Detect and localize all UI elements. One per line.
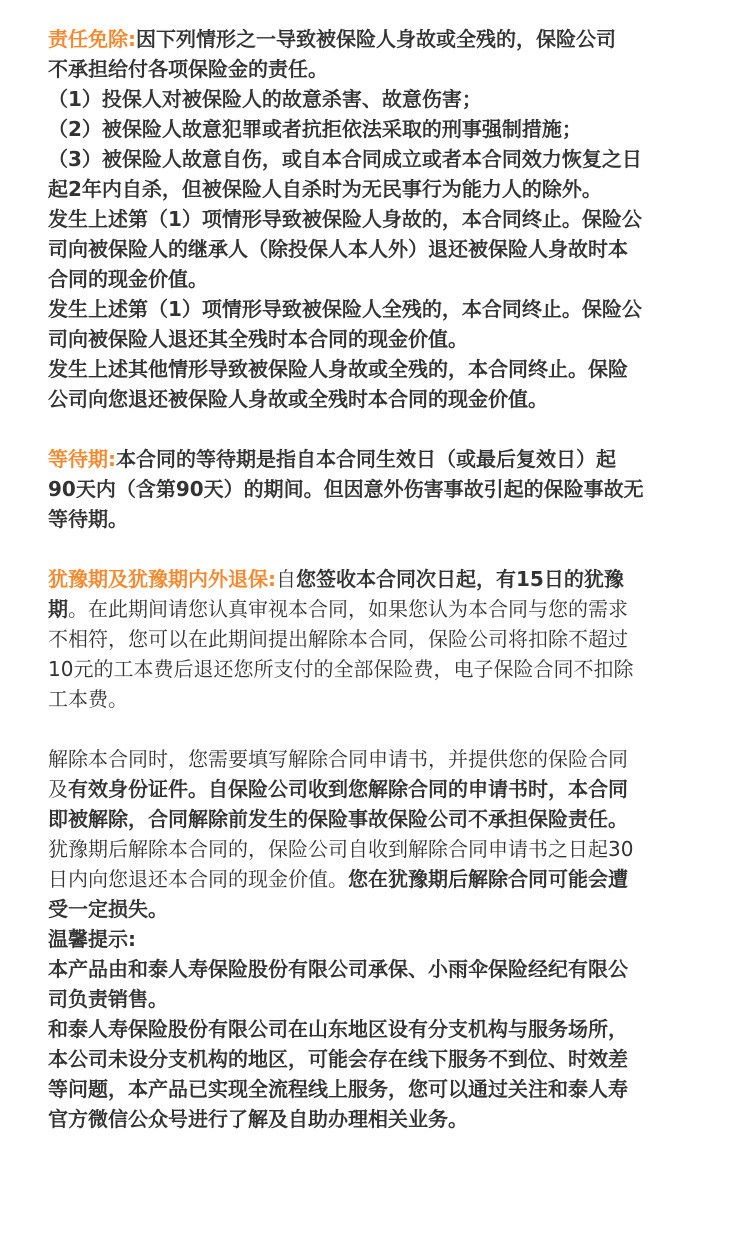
waiting-line-1	[48, 444, 702, 474]
termination-section	[48, 744, 702, 924]
liability-p3-line-1: 发生上述其他情形导致被保险人身故或全残的，本合同终止。保险	[48, 357, 628, 381]
termination-line-4: 犹豫期后解除本合同的，保险公司自收到解除合同申请书之日起30	[48, 837, 634, 861]
liability-intro-cont: 不承担给付各项保险金的责任。	[48, 57, 328, 81]
hesitation-line-3: 不相符，您可以在此期间提出解除本合同，保险公司将扣除不超过	[48, 627, 628, 651]
liability-intro: 因下列情形之一导致被保险人身故或全残的，保险公司	[136, 27, 616, 51]
liability-item-1: （1）投保人对被保险人的故意杀害、故意伤害；	[48, 87, 482, 111]
hesitation-period-section	[48, 564, 702, 714]
waiting-text-1: 本合同的等待期是指自本合同生效日（或最后复效日）起	[116, 447, 616, 471]
waiting-line-3: 等待期。	[48, 507, 128, 531]
termination-text-normal: 及	[48, 777, 68, 801]
hesitation-heading: 犹豫期及犹豫期内外退保:	[48, 567, 276, 591]
tips-section	[48, 924, 702, 1134]
section-spacer	[48, 534, 702, 564]
liability-exclusion-section	[48, 24, 702, 414]
liability-p3-line-2: 公司向您退还被保险人身故或全残时本合同的现金价值。	[48, 387, 548, 411]
hesitation-line-1	[48, 564, 702, 594]
tips-underwriter-line-2: 司负责销售。	[48, 987, 168, 1011]
termination-text-normal: 日内向您退还本合同的现金价值。	[48, 867, 348, 891]
hesitation-text-normal: 自	[276, 567, 296, 591]
termination-line-5	[48, 864, 702, 894]
hesitation-line-4: 10元的工本费后退还您所支付的全部保险费，电子保险合同不扣除	[48, 657, 634, 681]
tips-underwriter-line-1: 本产品由和泰人寿保险股份有限公司承保、小雨伞保险经纪有限公	[48, 957, 628, 981]
liability-p2-line-1: 发生上述第（1）项情形导致被保险人全残的，本合同终止。保险公	[48, 297, 642, 321]
liability-item-3: （3）被保险人故意自伤，或自本合同成立或者本合同效力恢复之日	[48, 147, 642, 171]
hesitation-line-2	[48, 594, 702, 624]
termination-text-bold: 您在犹豫期后解除合同可能会遭	[348, 867, 628, 891]
liability-p1-line-2: 司向被保险人的继承人（除投保人本人外）退还被保险人身故时本	[48, 237, 628, 261]
waiting-period-section	[48, 444, 702, 534]
hesitation-text-normal: 。在此期间请您认真审视本合同，如果您认为本合同与您的需求	[68, 597, 628, 621]
waiting-line-2: 90天内（含第90天）的期间。但因意外伤害事故引起的保险事故无	[48, 477, 644, 501]
section-spacer	[48, 714, 702, 744]
liability-item-3-cont: 起2年内自杀，但被保险人自杀时为无民事行为能力人的除外。	[48, 177, 602, 201]
liability-intro-line	[48, 24, 702, 54]
termination-line-1: 解除本合同时，您需要填写解除合同申请书，并提供您的保险合同	[48, 747, 628, 771]
tips-branch-line-1: 和泰人寿保险股份有限公司在山东地区设有分支机构与服务场所，	[48, 1017, 628, 1041]
tips-heading: 温馨提示:	[48, 927, 136, 951]
hesitation-text-bold: 期	[48, 597, 68, 621]
liability-p1-line-3: 合同的现金价值。	[48, 267, 208, 291]
tips-branch-line-3: 等问题，本产品已实现全流程线上服务，您可以通过关注和泰人寿	[48, 1077, 628, 1101]
tips-branch-line-2: 本公司未设分支机构的地区，可能会存在线下服务不到位、时效差	[48, 1047, 628, 1071]
termination-text-bold: 有效身份证件。自保险公司收到您解除合同的申请书时，本合同	[68, 777, 628, 801]
hesitation-line-5: 工本费。	[48, 687, 128, 711]
termination-line-6: 受一定损失。	[48, 897, 168, 921]
liability-p2-line-2: 司向被保险人退还其全残时本合同的现金价值。	[48, 327, 468, 351]
liability-item-2: （2）被保险人故意犯罪或者抗拒依法采取的刑事强制措施；	[48, 117, 582, 141]
termination-line-3: 即被解除，合同解除前发生的保险事故保险公司不承担保险责任。	[48, 807, 628, 831]
section-spacer	[48, 414, 702, 444]
tips-branch-line-4: 官方微信公众号进行了解及自助办理相关业务。	[48, 1107, 468, 1131]
hesitation-text-bold: 您签收本合同次日起，有15日的犹豫	[296, 567, 624, 591]
liability-heading: 责任免除:	[48, 27, 136, 51]
termination-line-2	[48, 774, 702, 804]
waiting-heading: 等待期:	[48, 447, 116, 471]
liability-p1-line-1: 发生上述第（1）项情形导致被保险人身故的，本合同终止。保险公	[48, 207, 642, 231]
